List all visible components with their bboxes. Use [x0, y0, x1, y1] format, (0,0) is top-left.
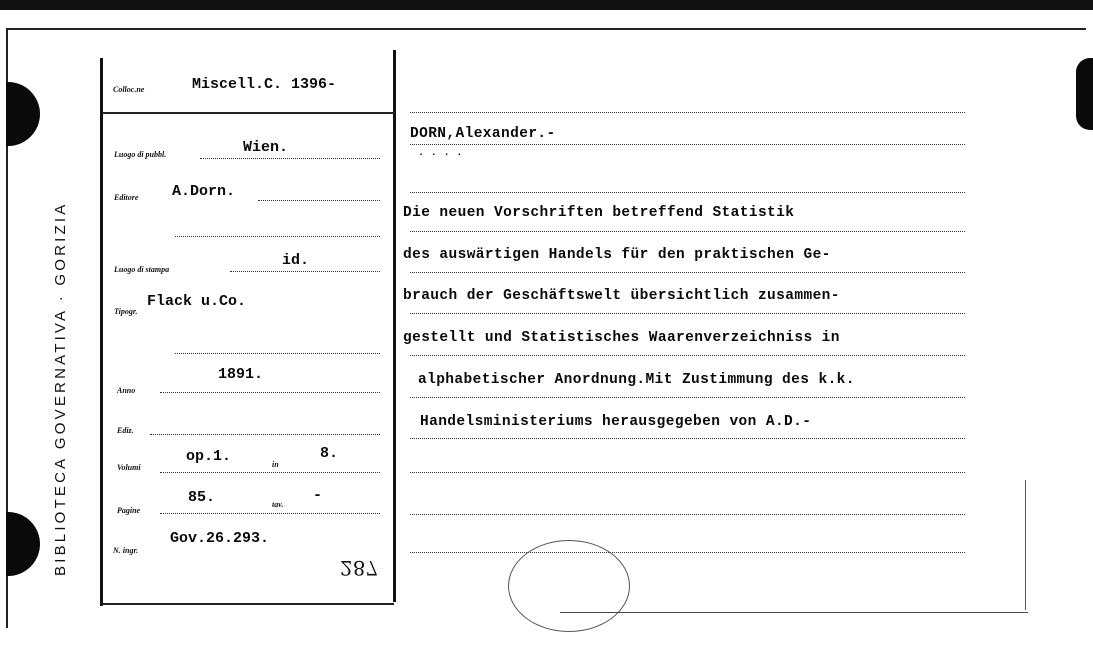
dotted-line: [410, 397, 965, 398]
faint-right-line: [1025, 480, 1026, 610]
dotted-line: [410, 355, 965, 356]
dotted-line: [410, 514, 965, 515]
dotted-line: [410, 472, 965, 473]
title-line: alphabetischer Anordnung.Mit Zustimmung des k.k.: [418, 372, 855, 388]
handwritten-number: 287: [340, 556, 379, 580]
dotted-line: [410, 231, 965, 232]
dotted-line: [410, 272, 965, 273]
punch-hole-top: [6, 82, 40, 146]
dotted-line: [410, 144, 965, 145]
faint-bottom-line: [560, 612, 1028, 613]
title-line: des auswärtigen Handels für den praktischen Ge-: [403, 247, 831, 263]
author-heading: DORN,Alexander.-: [410, 126, 556, 142]
title-line: gestellt und Statistisches Waarenverzeichniss in: [403, 330, 840, 346]
colloc-underline: [102, 112, 395, 114]
dotted-line: [410, 112, 965, 113]
left-field-rule: [100, 58, 103, 606]
title-line: Handelsministeriums herausgegeben von A.D.-: [420, 414, 812, 430]
faded-stamp: [508, 540, 630, 632]
dotted-line: [175, 353, 380, 354]
title-line: brauch der Geschäftswelt übersichtlich zusammen-: [403, 288, 840, 304]
card-top-edge: [6, 28, 1086, 30]
dotted-line: [410, 192, 965, 193]
title-line: Die neuen Vorschriften betreffend Statistik: [403, 205, 795, 221]
dotted-line: [175, 236, 380, 237]
punch-hole-bottom: [6, 512, 40, 576]
dotted-line: [410, 438, 965, 439]
dotted-line: [410, 313, 965, 314]
dotted-line: [410, 552, 965, 553]
author-continuation-marks: · · · ·: [418, 150, 463, 161]
library-side-label: BIBLIOTECA GOVERNATIVA · GORIZIA: [52, 201, 69, 576]
punch-hole-right: [1076, 58, 1093, 130]
center-rule: [393, 50, 396, 602]
bottom-rule: [102, 603, 394, 605]
